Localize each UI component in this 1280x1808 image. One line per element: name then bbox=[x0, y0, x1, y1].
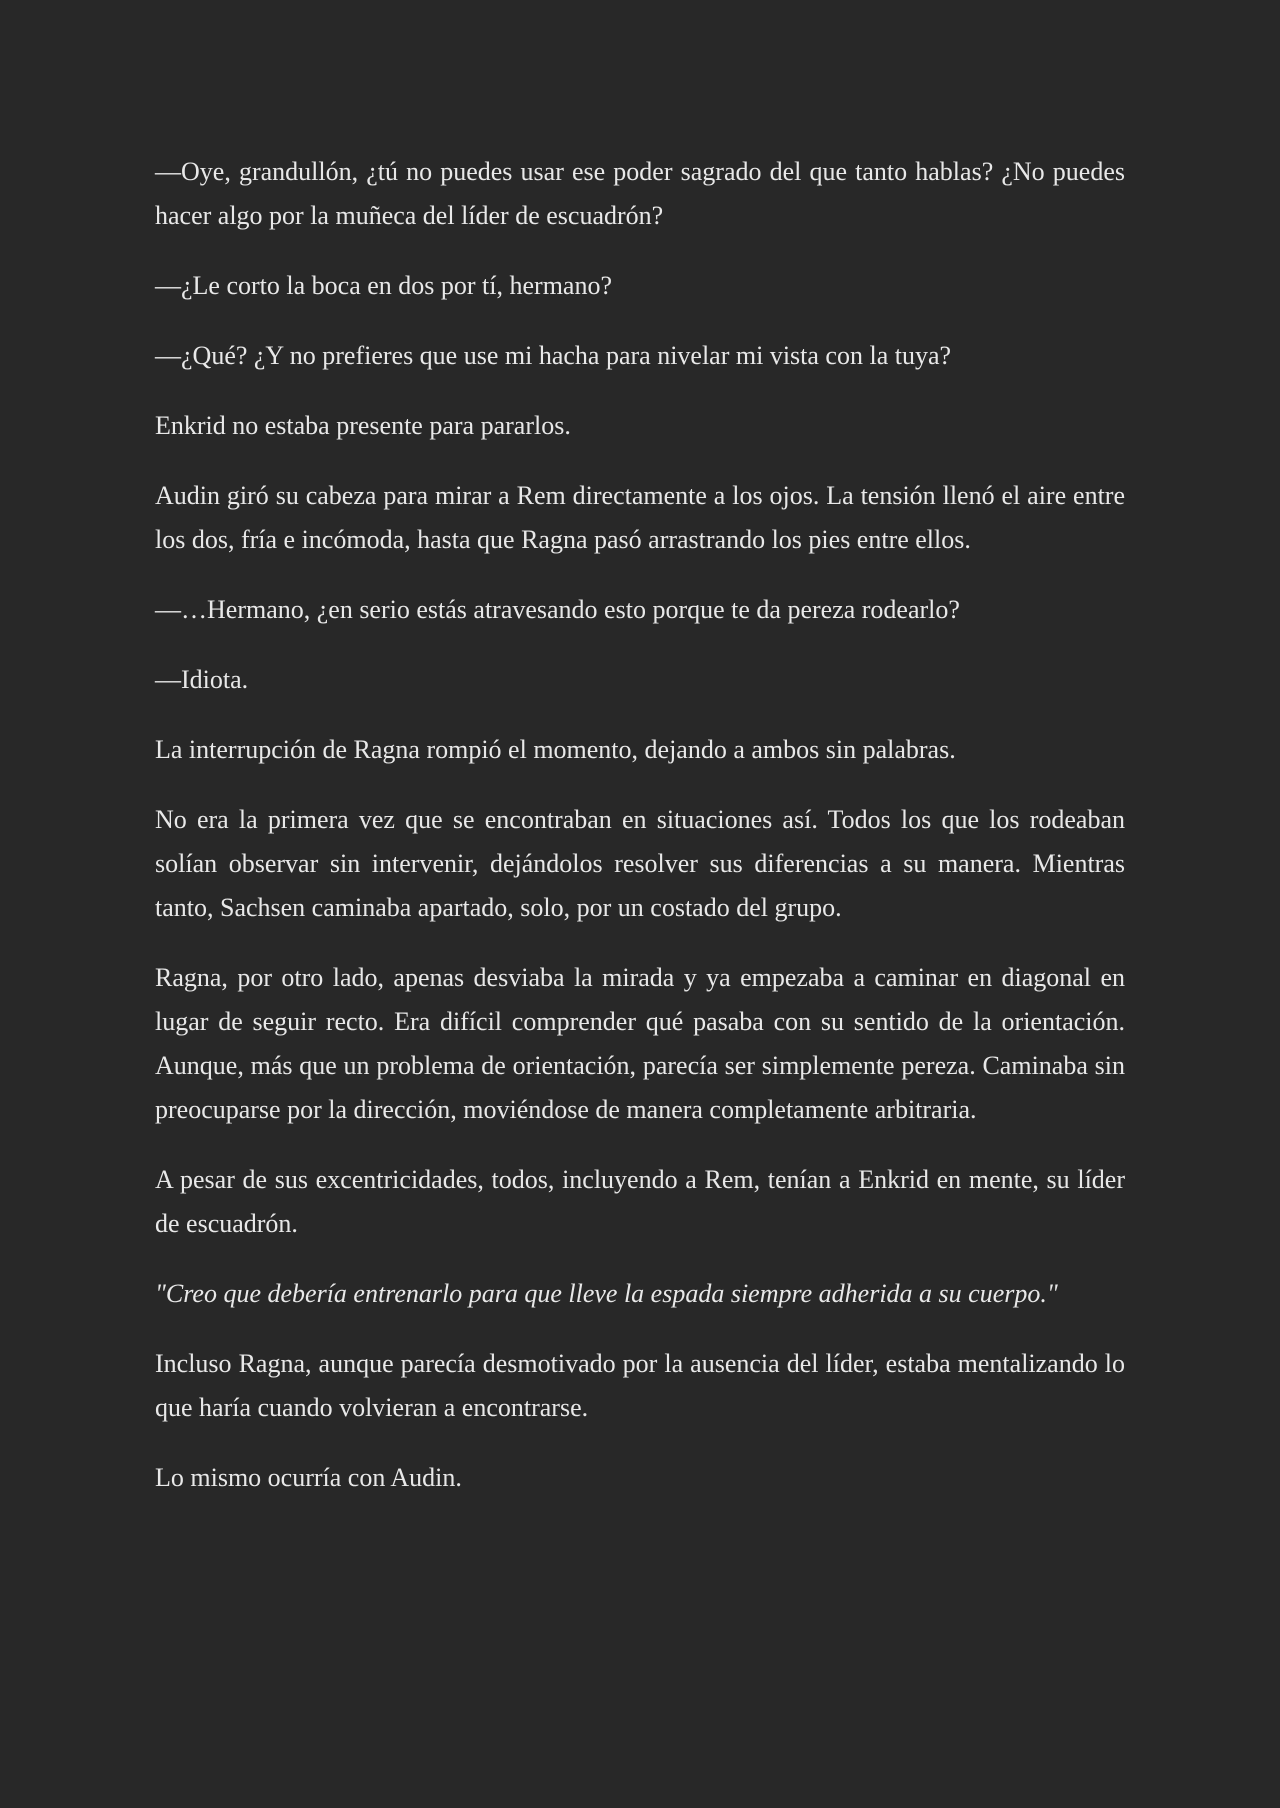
paragraph-dialogue-idiot: —Idiota. bbox=[155, 665, 249, 694]
paragraph-narration-interruption: La interrupción de Ragna rompió el momento, dejando a ambos sin palabras. bbox=[155, 735, 956, 764]
paragraph-narration-ragna-reunion: Incluso Ragna, aunque parecía desmotivado por la ausencia del líder, estaba mentalizando lo que haría cuando volvieran a encontrarse. bbox=[155, 1349, 1125, 1422]
paragraph-dialogue-question: —Oye, grandullón, ¿tú no puedes usar ese poder sagrado del que tanto hablas? ¿No puedes hacer algo por la muñeca del líder de escuadrón? bbox=[155, 157, 1125, 230]
paragraph-narration-enkrid-absent: Enkrid no estaba presente para pararlos. bbox=[155, 411, 571, 440]
reading-page bbox=[155, 150, 1125, 1526]
paragraph-thought: "Creo que debería entrenarlo para que lleve la espada siempre adherida a su cuerpo." bbox=[155, 1279, 1058, 1308]
paragraph-narration-ragna-direction: Ragna, por otro lado, apenas desviaba la mirada y ya empezaba a caminar en diagonal en lugar de seguir recto. Era difícil comprender qué pasaba con su sentido de la orientación. Aunque, más que un problema de orientación, parecía ser simplemente pereza. Caminaba sin preocuparse por la dirección, moviéndose de manera completamente arbitraria. bbox=[155, 963, 1125, 1124]
paragraph-narration-tension: Audin giró su cabeza para mirar a Rem directamente a los ojos. La tensión llenó el aire entre los dos, fría e incómoda, hasta que Ragna pasó arrastrando los pies entre ellos. bbox=[155, 481, 1125, 554]
paragraph-narration-audin: Lo mismo ocurría con Audin. bbox=[155, 1463, 462, 1492]
paragraph-narration-eccentricities: A pesar de sus excentricidades, todos, incluyendo a Rem, tenían a Enkrid en mente, su líder de escuadrón. bbox=[155, 1165, 1125, 1238]
paragraph-narration-situations: No era la primera vez que se encontraban en situaciones así. Todos los que los rodeaban solían observar sin intervenir, dejándolos resolver sus diferencias a su manera. Mientras tanto, Sachsen caminaba apartado, solo, por un costado del grupo. bbox=[155, 805, 1125, 922]
paragraph-dialogue-ragna: —…Hermano, ¿en serio estás atravesando esto porque te da pereza rodearlo? bbox=[155, 595, 960, 624]
paragraph-dialogue-axe: —¿Qué? ¿Y no prefieres que use mi hacha para nivelar mi vista con la tuya? bbox=[155, 341, 952, 370]
paragraph-dialogue-reply: —¿Le corto la boca en dos por tí, hermano? bbox=[155, 271, 612, 300]
